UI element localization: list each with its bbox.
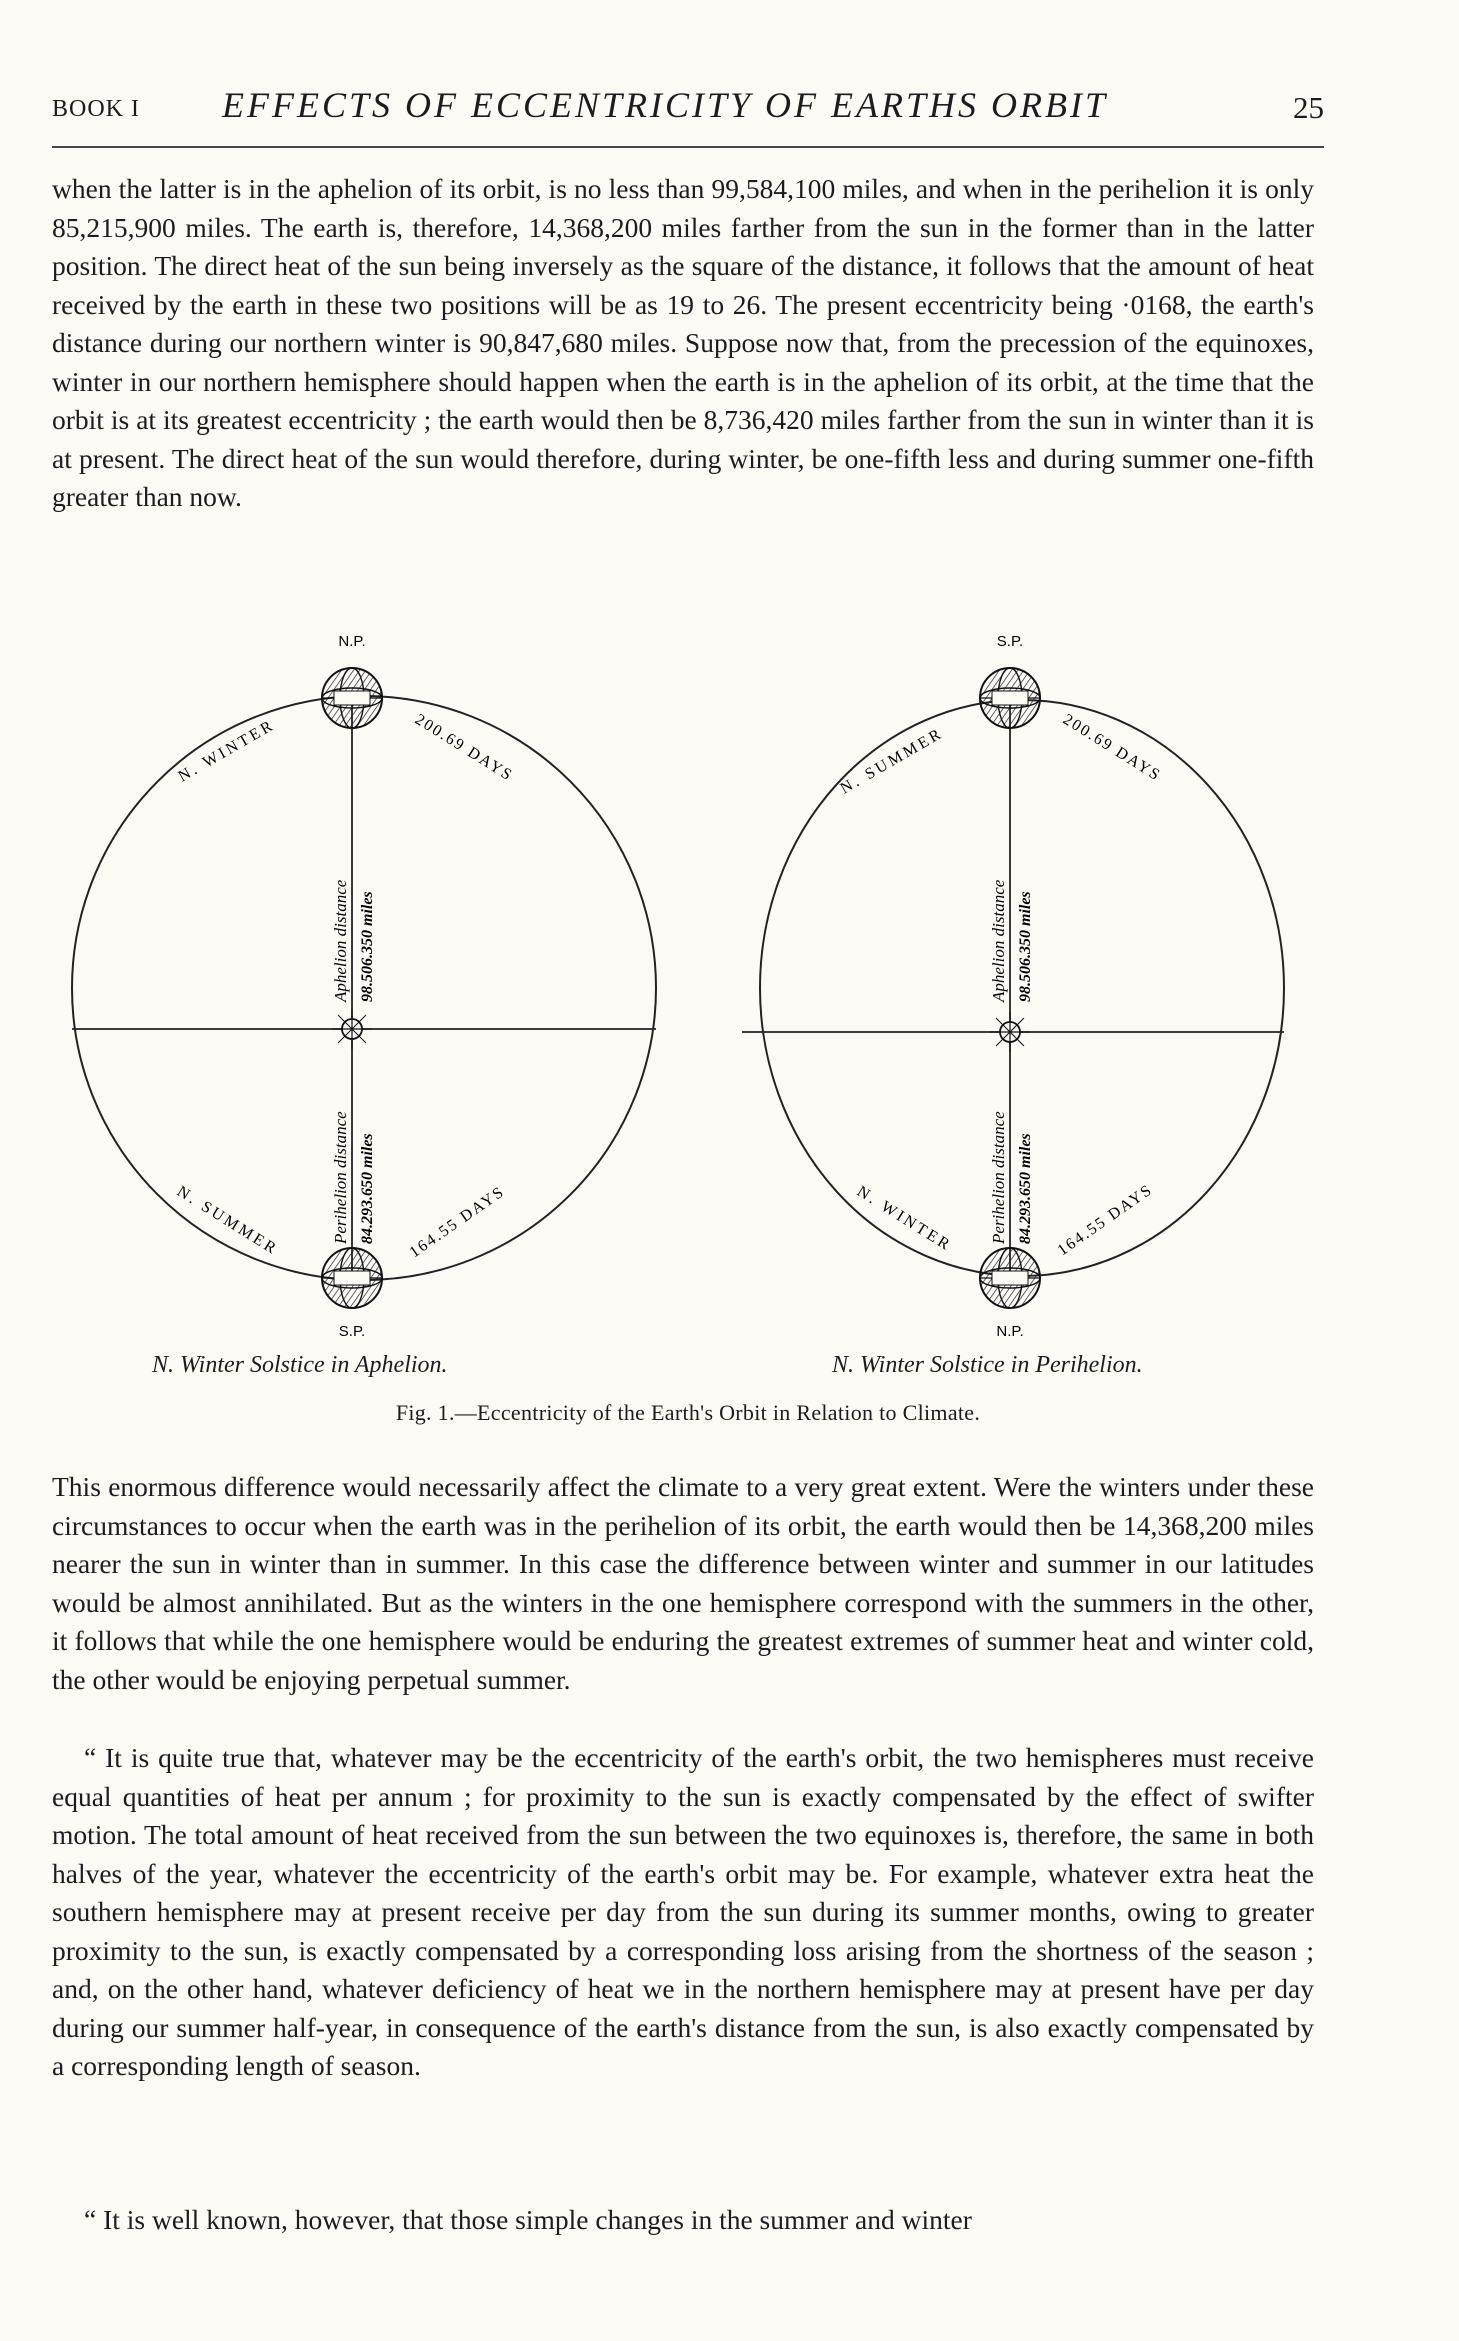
running-header — [52, 82, 1324, 132]
right-perihelion-label: Perihelion distance — [989, 1111, 1008, 1244]
left-perihelion-label: Perihelion distance — [331, 1111, 350, 1244]
left-diagram-subcaption: N. Winter Solstice in Aphelion. — [152, 1352, 448, 1378]
left-lower-season-label: N. SUMMER — [173, 1182, 282, 1259]
right-upper-season-label: N. SUMMER — [837, 724, 947, 798]
right-sun-icon — [990, 1012, 1030, 1052]
left-lower-days-label: 164.55 DAYS — [406, 1183, 509, 1262]
figure-caption: Fig. 1.—Eccentricity of the Earth's Orbit in Relation to Climate. — [395, 1400, 981, 1425]
paragraph-1: when the latter is in the aphelion of its orbit, is no less than 99,584,100 miles, and when in the perihelion it is only 85,215,900 miles. The earth is, therefore, 14,368,200 miles farther from the sun in the former than in the latter position. The direct heat of the sun being inversely as the square of the distance, it follows that the amount of heat received by the earth in these two positions will be as 19 to 26. The present eccentricity being ·0168, the earth's distance during our northern winter is 90,847,680 miles. Suppose now that, from the precession of the equinoxes, winter in our northern hemisphere should happen when the earth is in the aphelion of its orbit, at the time that the orbit is at its greatest eccentricity ; the earth would then be 8,736,420 miles farther from the sun in winter than it is at present. The direct heat of the sun would therefore, during winter, be one-fifth less and during summer one-fifth greater than now. — [52, 173, 1314, 512]
left-aphelion-value: 98.506.350 miles — [359, 891, 376, 1002]
left-perihelion-value: 84.293.650 miles — [359, 1133, 376, 1244]
left-diagram — [72, 633, 656, 1340]
right-aphelion-value: 98.506.350 miles — [1017, 891, 1034, 1002]
left-aphelion-earth-icon — [322, 668, 382, 728]
right-lower-days-label: 164.55 DAYS — [1054, 1181, 1157, 1260]
page-number: 25 — [1293, 90, 1324, 125]
running-title: EFFECTS OF ECCENTRICITY OF EARTHS ORBIT — [222, 85, 1109, 125]
left-sun-icon — [332, 1009, 372, 1049]
book-label: BOOK I — [52, 96, 140, 122]
right-diagram-subcaption: N. Winter Solstice in Perihelion. — [832, 1352, 1143, 1378]
figure-orbit-diagrams — [52, 622, 1324, 1442]
right-perihelion-value: 84.293.650 miles — [1017, 1133, 1034, 1244]
right-top-pole-label: S.P. — [996, 633, 1024, 650]
orbit-diagrams-svg — [52, 622, 1324, 1352]
left-upper-season-label: N. WINTER — [175, 716, 278, 786]
left-perihelion-earth-icon — [322, 1248, 382, 1308]
right-upper-days-label: 200.69 DAYS — [1059, 710, 1164, 785]
right-bottom-pole-label: N.P. — [996, 1323, 1024, 1340]
left-bottom-pole-label: S.P. — [338, 1323, 366, 1340]
paragraph-2: This enormous difference would necessarily affect the climate to a very great extent. Were the winters under these circumstances to occur when the earth was in the perihelion of its orbit, the earth would then be 14,368,200 miles nearer the sun in winter than in summer. In this case the difference between winter and summer in our latitudes would be almost annihilated. But as the winters in the one hemisphere correspond with the summers in the other, it follows that while the one hemisphere would be enduring the greatest extremes of summer heat and winter cold, the other would be enjoying perpetual summer. — [52, 1471, 1314, 1695]
header-rule — [52, 146, 1324, 148]
right-aphelion-label: Aphelion distance — [989, 879, 1008, 1002]
left-upper-days-label: 200.69 DAYS — [411, 710, 516, 785]
paragraph-3: “ It is quite true that, whatever may be the eccentricity of the earth's orbit, the two hemispheres must receive equal quantities of heat per annum ; for proximity to the sun is exactly compensated by the effect of swifter motion. The total amount of heat received from the sun between the two equinoxes is, therefore, the same in both halves of the year, whatever the eccentricity of the earth's orbit may be. For example, whatever extra heat the southern hemisphere may at present receive per day from the sun during its summer months, owing to greater proximity to the sun, is exactly compensated by a corresponding loss arising from the shortness of the season ; and, on the other hand, whatever deficiency of heat we in the northern hemisphere may at present have per day during our summer half-year, in consequence of the earth's distance from the sun, is also exactly compensated by a corresponding length of season. — [52, 1742, 1314, 2081]
left-top-pole-label: N.P. — [338, 633, 366, 650]
right-diagram — [742, 633, 1284, 1340]
paragraph-4: “ It is well known, however, that those simple changes in the summer and winter — [84, 2204, 972, 2235]
right-lower-season-label: N. WINTER — [853, 1182, 955, 1255]
left-aphelion-label: Aphelion distance — [331, 879, 350, 1002]
right-perihelion-earth-icon — [980, 1248, 1040, 1308]
right-aphelion-earth-icon — [980, 668, 1040, 728]
